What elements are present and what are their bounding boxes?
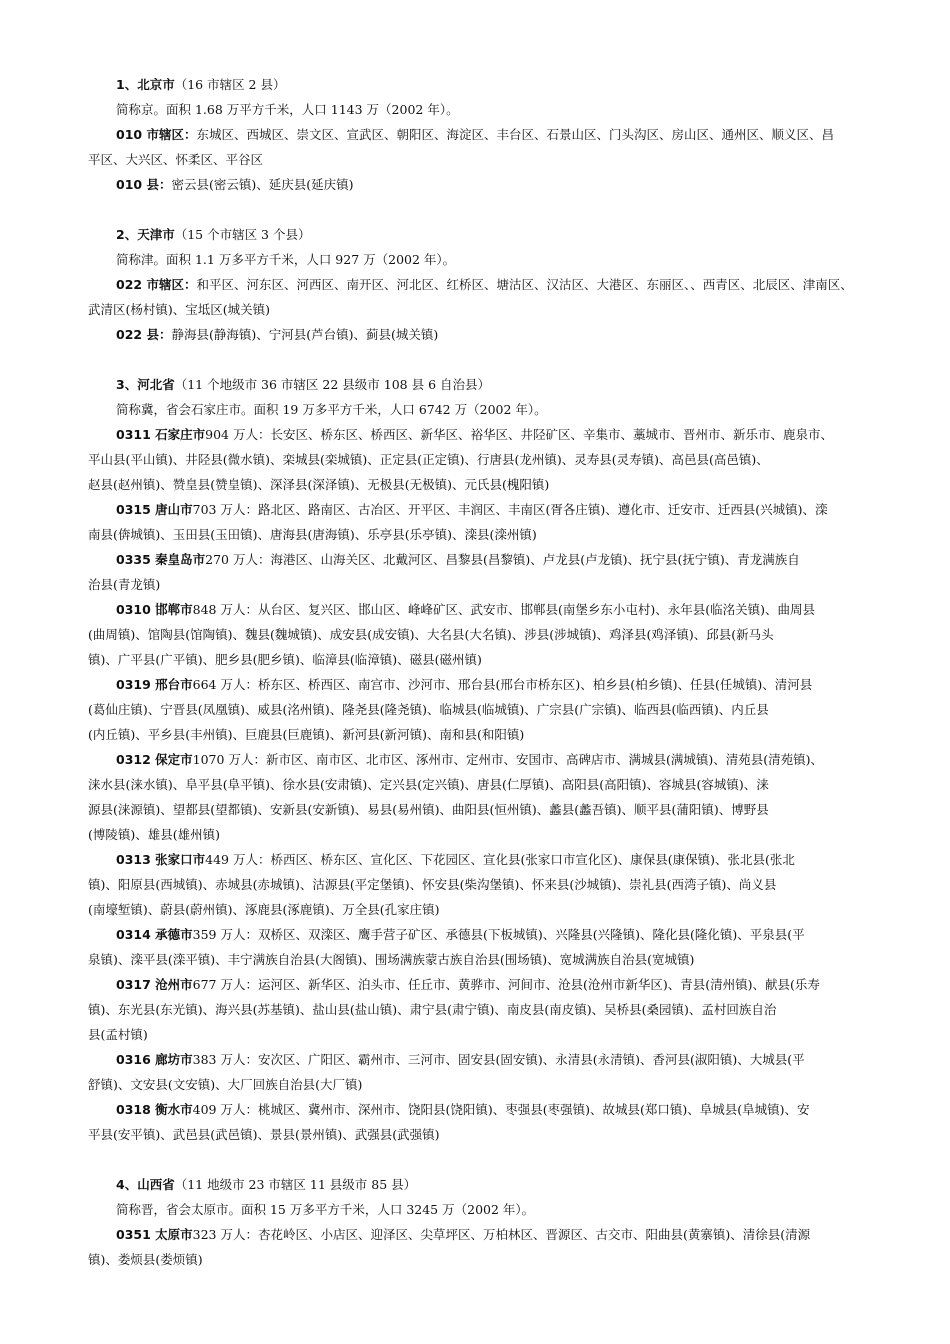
entry-line — [88, 647, 868, 672]
entry-text: 舒镇)、文安县(文安镇)、大厂回族自治县(大厂镇) — [88, 1077, 363, 1092]
entry-text: (博陵镇)、雄县(雄州镇) — [88, 827, 221, 842]
entry-text: 东城区、西城区、崇文区、宣武区、朝阳区、海淀区、丰台区、石景山区、门头沟区、房山区、通州区、顺义区、昌 — [196, 127, 834, 142]
entry-label: 0317 沧州市 — [116, 977, 193, 992]
entry-text: 和平区、河东区、河西区、南开区、河北区、红桥区、塘沽区、汉沽区、大港区、东丽区、、西青区、北辰区、津南区、 — [196, 277, 853, 292]
section-note: （16 市辖区 2 县） — [174, 77, 286, 92]
entry-text: (葛仙庄镇)、宁晋县(凤凰镇)、威县(洺州镇)、隆尧县(隆尧镇)、临城县(临城镇)、广宗县(广宗镇)、临西县(临西镇)、内丘县 — [88, 702, 769, 717]
entry — [88, 672, 868, 747]
entry-label: 0351 太原市 — [116, 1227, 193, 1242]
section-heading — [88, 1172, 868, 1197]
entry-text: 县(孟村镇) — [88, 1027, 148, 1042]
entry-line — [88, 872, 868, 897]
entry-text: 409 万人：桃城区、冀州市、深州市、饶阳县(饶阳镇)、枣强县(枣强镇)、故城县(郑口镇)、阜城县(阜城镇)、安 — [192, 1102, 810, 1117]
entry-line — [88, 947, 868, 972]
entry-line — [88, 1072, 868, 1097]
entry-line — [88, 1122, 868, 1147]
entry-text: 平县(安平镇)、武邑县(武邑镇)、景县(景州镇)、武强县(武强镇) — [88, 1127, 440, 1142]
entry-text: 703 万人：路北区、路南区、古冶区、开平区、丰润区、丰南区(胥各庄镇)、遵化市、迁安市、迁西县(兴城镇)、滦 — [192, 502, 828, 517]
entry-line — [88, 472, 868, 497]
entry-line — [88, 147, 868, 172]
entry — [88, 272, 868, 322]
entry-label: 022 县： — [116, 327, 172, 342]
entry-text: 677 万人：运河区、新华区、泊头市、任丘市、黄骅市、河间市、沧县(沧州市新华区)、青县(清州镇)、献县(乐寿 — [192, 977, 820, 992]
entry-line — [88, 497, 868, 522]
entry — [88, 972, 868, 1047]
entry-line — [88, 297, 868, 322]
entry — [88, 1222, 868, 1272]
entry-label: 0312 保定市 — [116, 752, 193, 767]
entry-label: 010 县： — [116, 177, 172, 192]
entry-text: 664 万人：桥东区、桥西区、南宫市、沙河市、邢台县(邢台市桥东区)、柏乡县(柏乡镇)、任县(任城镇)、清河县 — [192, 677, 813, 692]
entry-line — [88, 822, 868, 847]
entry-label: 0313 张家口市 — [116, 852, 206, 867]
province-section — [88, 72, 868, 197]
entry-line — [88, 1222, 868, 1247]
entry-text: 449 万人：桥西区、桥东区、宣化区、下花园区、宣化县(张家口市宣化区)、康保县(康保镇)、张北县(张北 — [205, 852, 795, 867]
province-section — [88, 222, 868, 347]
section-intro: 简称冀，省会石家庄市。面积 19 万多平方千米，人口 6742 万（2002 年）。 — [116, 402, 547, 417]
entry — [88, 322, 868, 347]
section-heading — [88, 222, 868, 247]
entry-label: 0335 秦皇岛市 — [116, 552, 206, 567]
entry-text: (南壕堑镇)、蔚县(蔚州镇)、涿鹿县(涿鹿镇)、万全县(孔家庄镇) — [88, 902, 440, 917]
entry-line — [88, 672, 868, 697]
section-intro: 简称津。面积 1.1 万多平方千米，人口 927 万（2002 年）。 — [116, 252, 456, 267]
entry-text: 治县(青龙镇) — [88, 577, 161, 592]
entry — [88, 747, 868, 847]
entry-text: 涞水县(涞水镇)、阜平县(阜平镇)、徐水县(安肃镇)、定兴县(定兴镇)、唐县(仁厚镇)、高阳县(高阳镇)、容城县(容城镇)、涞 — [88, 777, 769, 792]
entry-line — [88, 747, 868, 772]
entry — [88, 172, 868, 197]
entry-line — [88, 547, 868, 572]
entry-line — [88, 1022, 868, 1047]
entry — [88, 597, 868, 672]
entry-line — [88, 422, 868, 447]
entry-text: 270 万人：海港区、山海关区、北戴河区、昌黎县(昌黎镇)、卢龙县(卢龙镇)、抚宁县(抚宁镇)、青龙满族自 — [205, 552, 800, 567]
entry-label: 0316 廊坊市 — [116, 1052, 193, 1067]
entry-text: 镇)、阳原县(西城镇)、赤城县(赤城镇)、沽源县(平定堡镇)、怀安县(柴沟堡镇)、怀来县(沙城镇)、崇礼县(西湾子镇)、尚义县 — [88, 877, 777, 892]
section-title: 1、北京市 — [116, 77, 175, 92]
entry — [88, 547, 868, 597]
entry-text: 静海县(静海镇)、宁河县(芦台镇)、蓟县(城关镇) — [171, 327, 439, 342]
entry-line — [88, 622, 868, 647]
entry-text: 镇)、广平县(广平镇)、肥乡县(肥乡镇)、临漳县(临漳镇)、磁县(磁州镇) — [88, 652, 482, 667]
entry-line — [88, 172, 868, 197]
entry-line — [88, 322, 868, 347]
entry-line — [88, 1247, 868, 1272]
section-heading — [88, 372, 868, 397]
entry-text: 383 万人：安次区、广阳区、霸州市、三河市、固安县(固安镇)、永清县(永清镇)、香河县(淑阳镇)、大城县(平 — [192, 1052, 805, 1067]
entry-text: 镇)、东光县(东光镇)、海兴县(苏基镇)、盐山县(盐山镇)、肃宁县(肃宁镇)、南皮县(南皮镇)、吴桥县(桑园镇)、孟村回族自治 — [88, 1002, 777, 1017]
entry-text: 南县(倴城镇)、玉田县(玉田镇)、唐海县(唐海镇)、乐亭县(乐亭镇)、滦县(滦州镇) — [88, 527, 537, 542]
entry — [88, 1097, 868, 1147]
entry-text: 平区、大兴区、怀柔区、平谷区 — [88, 152, 264, 167]
section-note: （11 地级市 23 市辖区 11 县级市 85 县） — [174, 1177, 417, 1192]
province-section — [88, 372, 868, 1147]
entry-line — [88, 272, 868, 297]
document-page — [88, 72, 868, 1297]
section-heading — [88, 72, 868, 97]
entry-line — [88, 447, 868, 472]
entry-text: 359 万人：双桥区、双滦区、鹰手营子矿区、承德县(下板城镇)、兴隆县(兴隆镇)、隆化县(隆化镇)、平泉县(平 — [192, 927, 805, 942]
entry — [88, 122, 868, 172]
entry — [88, 422, 868, 497]
entry-label: 0310 邯郸市 — [116, 602, 193, 617]
entry-text: 848 万人：从台区、复兴区、邯山区、峰峰矿区、武安市、邯郸县(南堡乡东小屯村)、永年县(临洺关镇)、曲周县 — [192, 602, 815, 617]
entry-label: 0311 石家庄市 — [116, 427, 206, 442]
entry-line — [88, 122, 868, 147]
entry-text: 904 万人：长安区、桥东区、桥西区、新华区、裕华区、井陉矿区、辛集市、藁城市、晋州市、新乐市、鹿泉市、 — [205, 427, 833, 442]
entry-line — [88, 847, 868, 872]
entry-text: 平山县(平山镇)、井陉县(微水镇)、栾城县(栾城镇)、正定县(正定镇)、行唐县(龙州镇)、灵寿县(灵寿镇)、高邑县(高邑镇)、 — [88, 452, 769, 467]
entry-line — [88, 922, 868, 947]
entry-text: 泉镇)、滦平县(滦平镇)、丰宁满族自治县(大阁镇)、围场满族蒙古族自治县(围场镇)、宽城满族自治县(宽城镇) — [88, 952, 695, 967]
section-note: （11 个地级市 36 市辖区 22 县级市 108 县 6 自治县） — [174, 377, 490, 392]
entry-text: (内丘镇)、平乡县(丰州镇)、巨鹿县(巨鹿镇)、新河县(新河镇)、南和县(和阳镇) — [88, 727, 525, 742]
entry-line — [88, 522, 868, 547]
entry-line — [88, 597, 868, 622]
entry-text: 源县(涞源镇)、望都县(望都镇)、安新县(安新镇)、易县(易州镇)、曲阳县(恒州镇)、蠡县(蠡吾镇)、顺平县(蒲阳镇)、博野县 — [88, 802, 769, 817]
entry — [88, 922, 868, 972]
entry-text: 武清区(杨村镇)、宝坻区(城关镇) — [88, 302, 271, 317]
entry-line — [88, 897, 868, 922]
entry-label: 0319 邢台市 — [116, 677, 193, 692]
entry-line — [88, 722, 868, 747]
entry — [88, 1047, 868, 1097]
entry-label: 0315 唐山市 — [116, 502, 193, 517]
entry-line — [88, 997, 868, 1022]
entry-line — [88, 797, 868, 822]
entry-label: 010 市辖区： — [116, 127, 197, 142]
entry-text: 323 万人：杏花岭区、小店区、迎泽区、尖草坪区、万柏林区、晋源区、古交市、阳曲县(黄寨镇)、清徐县(清源 — [192, 1227, 811, 1242]
entry-line — [88, 1097, 868, 1122]
section-title: 3、河北省 — [116, 377, 175, 392]
entry-label: 0318 衡水市 — [116, 1102, 193, 1117]
entry — [88, 847, 868, 922]
entry-text: 赵县(赵州镇)、赞皇县(赞皇镇)、深泽县(深泽镇)、无极县(无极镇)、元氏县(槐阳镇) — [88, 477, 550, 492]
section-title: 2、天津市 — [116, 227, 175, 242]
entry-line — [88, 572, 868, 597]
entry-text: 密云县(密云镇)、延庆县(延庆镇) — [171, 177, 354, 192]
section-title: 4、山西省 — [116, 1177, 175, 1192]
entry — [88, 497, 868, 547]
entry-line — [88, 1047, 868, 1072]
entry-line — [88, 697, 868, 722]
entry-label: 0314 承德市 — [116, 927, 193, 942]
section-intro: 简称京。面积 1.68 万平方千米，人口 1143 万（2002 年）。 — [116, 102, 459, 117]
entry-text: (曲周镇)、馆陶县(馆陶镇)、魏县(魏城镇)、成安县(成安镇)、大名县(大名镇)、涉县(涉城镇)、鸡泽县(鸡泽镇)、邱县(新马头 — [88, 627, 774, 642]
section-intro: 简称晋，省会太原市。面积 15 万多平方千米，人口 3245 万（2002 年）。 — [116, 1202, 535, 1217]
entry-text: 镇)、娄烦县(娄烦镇) — [88, 1252, 203, 1267]
section-note: （15 个市辖区 3 个县） — [174, 227, 311, 242]
entry-label: 022 市辖区： — [116, 277, 197, 292]
entry-text: 1070 万人：新市区、南市区、北市区、涿州市、定州市、安国市、高碑店市、满城县(满城镇)、清苑县(清苑镇)、 — [192, 752, 823, 767]
entry-line — [88, 972, 868, 997]
province-section — [88, 1172, 868, 1272]
entry-line — [88, 772, 868, 797]
